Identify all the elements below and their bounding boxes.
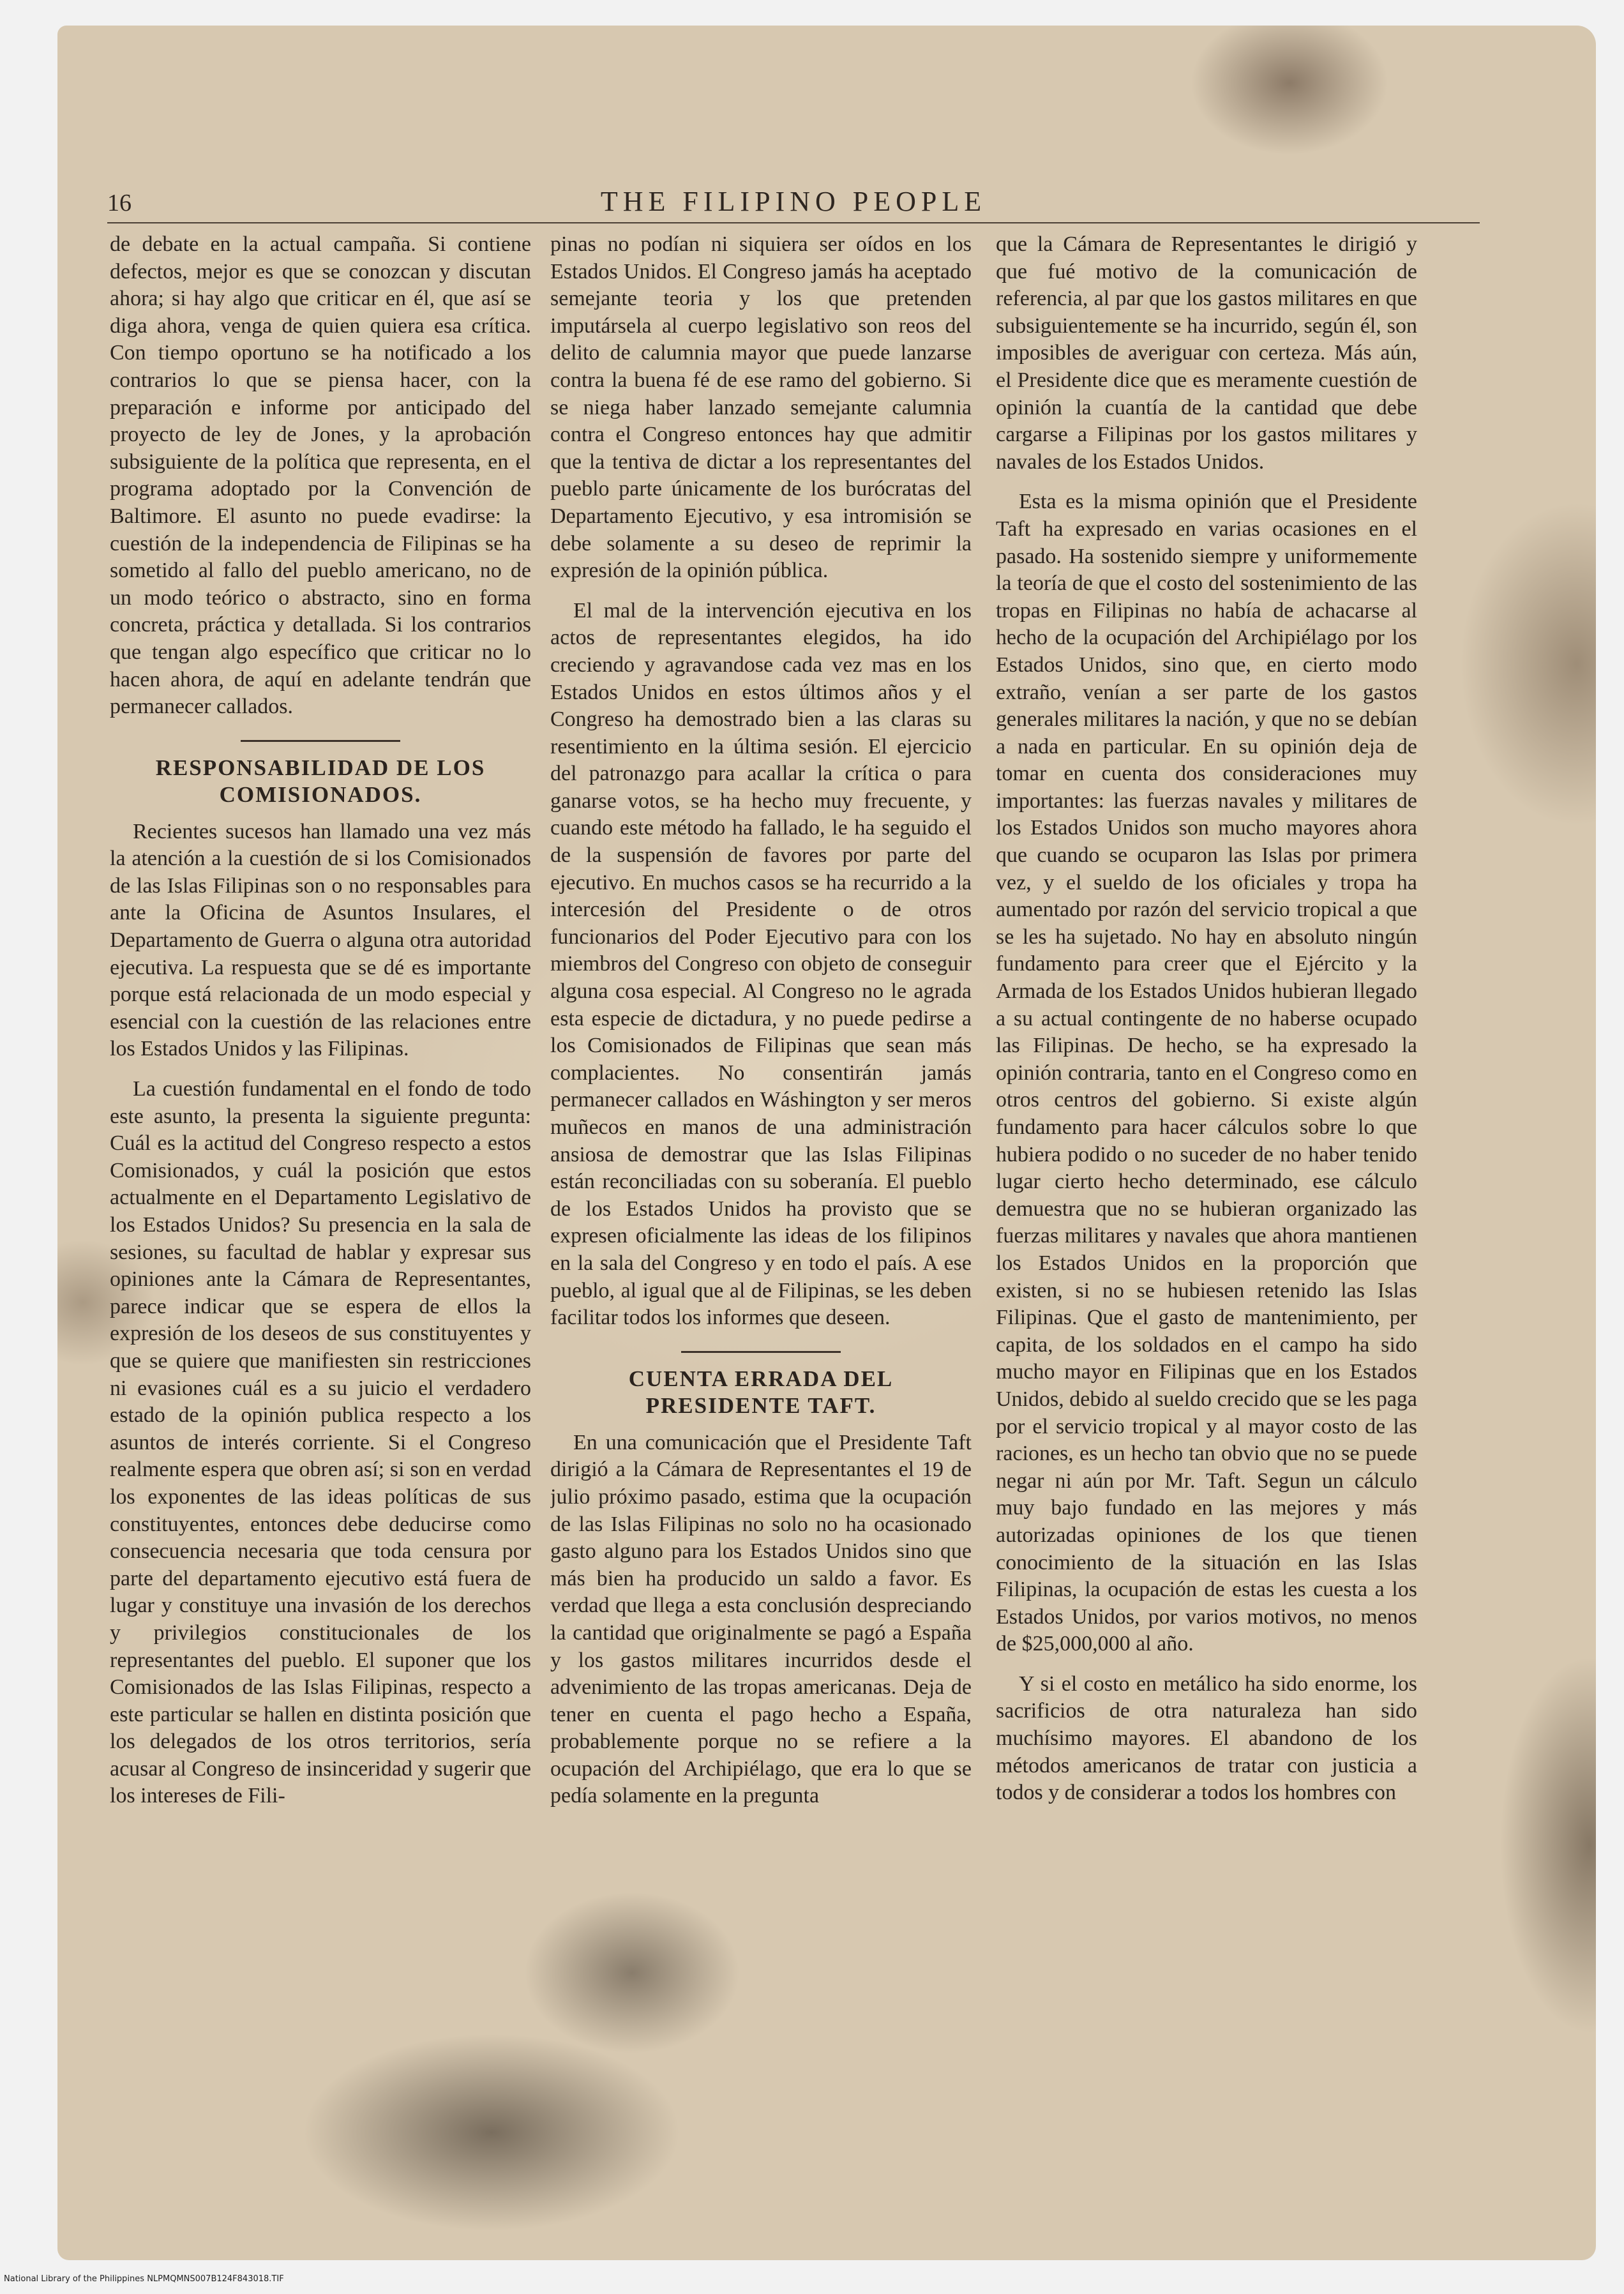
column-2 [550, 231, 972, 2198]
paragraph: de debate en la actual campaña. Si contiene defectos, mejor es que se conozcan y discutan ahora; si hay algo que criticar en él, que así se diga ahora, venga de quien quiera esa crítica. Con tiempo oportuno se ha notificado a los contrarios lo que se piensa hacer, con la preparación e informe por anticipado del proyecto de ley de Jones, y la aprobación subsiguiente de la política que representa, en el programa adoptado por la Convención de Baltimore. El asunto no puede evadirse: la cuestión de la independencia de Filipinas se ha sometido al fallo del pueblo americano, no de un modo teórico o abstracto, sino en forma concreta, práctica y detallada. Si los contrarios que tengan algo específico que criticar no lo hacen ahora, de aquí en adelante tendrán que permanecer callados. [110, 232, 531, 719]
section-divider [681, 1351, 841, 1353]
paragraph: La cuestión fundamental en el fondo de todo este asunto, la presenta la siguiente pregunta: Cuál es la actitud del Congreso respecto a estos Comisionados, y cuál la posición que estos actualmente en el Departamento Legislativo de los Estados Unidos? Su presencia en la sala de sesiones, su facultad de hablar y expresar sus opiniones ante la Cámara de Representantes, parece indicar que se espera de ellos la expresión de los deseos de sus constituyentes y que se quiere que manifiesten sin restricciones ni evasiones cuál es a su juicio el verdadero estado de la opinión publica respecto a los asuntos de interés corriente. Si el Congreso realmente espera que obren así; si son en verdad los exponentes de las ideas políticas de sus constituyentes, entonces debe deducirse como consecuencia necesaria que toda censura por parte del departamento ejecutivo está fuera de lugar y constituye una invasión de los derechos y privilegios constitucionales de los representantes del pueblo. El suponer que los Comisionados de las Islas Filipinas, respecto a este particular se hallen en distinta posición que los delegados de los otros territorios, sería acusar al Congreso de insinceridad y sugerir que los intereses de Fili- [110, 1077, 531, 1808]
page-header [107, 185, 1480, 223]
section-divider [241, 740, 400, 742]
archive-footer-note: National Library of the Philippines NLPMQMNS007B124F843018.TIF [4, 2274, 284, 2284]
headline-cuenta-errada: CUENTA ERRADA DEL PRESIDENTE TAFT. [628, 1366, 894, 1418]
masthead-title: THE FILIPINO PEOPLE [600, 186, 987, 217]
header-rule [107, 222, 1480, 223]
paragraph: El mal de la intervención ejecutiva en los actos de representantes elegidos, ha ido creciendo y agravandose cada vez mas en los Estados Unidos en estos últimos años y el Congreso ha demostrado bien a las claras su resentimiento en la última sesión. El ejercicio del patronazgo para acallar la crítica o para ganarse votos, se ha hecho muy frecuente, y cuando este método ha fallado, le ha seguido el de la suspensión de favores por parte del ejecutivo. En muchos casos se ha recurrido a la intercesión del Presidente o de otros funcionarios del Poder Ejecutivo para con los miembros del Congreso con objeto de conseguir alguna cosa especial. Al Congreso no le agrada esta especie de dictadura, y no puede pedirse a los Comisionados de Filipinas que sean más complacientes. No consentirán jamás permanecer callados en Wáshington y ser meros muñecos en manos de una administración ansiosa de demostrar que las Islas Filipinas están reconciliadas con su soberanía. El pueblo de los Estados Unidos ha provisto que se expresen oficialmente las ideas de los filipinos en la sala del Congreso y en todo el país. A ese pueblo, al igual que al de Filipinas, se les deben facilitar todos los informes que deseen. [550, 598, 972, 1330]
column-1 [110, 231, 531, 2198]
page-number: 16 [107, 190, 132, 216]
paragraph: En una comunicación que el Presidente Taft dirigió a la Cámara de Representantes el 19 de julio próximo pasado, estima que la ocupación de las Islas Filipinas no solo no ha ocasionado gasto alguno para los Estados Unidos sino que más bien ha producido un saldo a favor. Es verdad que llega a esta conclusión despreciando la cantidad que originalmente se pagó a España y los gastos militares incurridos desde el advenimiento de las tropas americanas. Deja de tener en cuenta el pago hecho a España, probablemente porque no se refiere a la ocupación del Archipiélago, que era lo que se pedía solamente en la pregunta [550, 1430, 972, 1808]
paragraph: Esta es la misma opinión que el Presidente Taft ha expresado en varias ocasiones en el pasado. Ha sostenido siempre y uniformemente la teoría de que el costo del sostenimiento de las tropas en Filipinas no había de achacarse al hecho de la ocupación del Archipiélago por los Estados Unidos, sino que, en cierto modo extraño, venían a ser parte de los gastos generales militares la nación, y que no se debían a nada en particular. En su opinión deja de tomar en cuenta dos consideraciones muy importantes: las fuerzas navales y militares de los Estados Unidos son mucho mayores ahora que cuando se ocuparon las Islas por primera vez, y el sueldo de los oficiales y tropa ha aumentado por razón del servicio tropical a que se les ha sujetado. No hay en absoluto ningún fundamento para creer que el Ejército y la Armada de los Estados Unidos hubieran llegado a su actual contingente de no haberse ocupado las Filipinas. De hecho, se ha expresado la opinión contraria, tanto en el Congreso como en otros centros del gobierno. Si existe algún fundamento para hacer cálculos sobre lo que hubiera podido o no suceder de no haber tenido lugar cierto hecho determinado, ese cálculo demuestra que no se hubieran organizado las fuerzas militares y navales que ahora mantienen los Estados Unidos en la proporción que existen, si no se hubiesen retenido las Islas Filipinas. Que el gasto de mantenimiento, per capita, de los soldados en el campo ha sido mucho mayor en Filipinas que en los Estados Unidos, debido al sueldo crecido que se les paga por el servicio tropical y al mayor costo de las raciones, es un hecho tan obvio que no se puede negar ni aún por Mr. Taft. Segun un cálculo muy bajo fundado en las mejores y más autorizadas opiniones de los que tienen conocimiento de la situación en las Islas Filipinas, la ocupación de estas les cuesta a los Estados Unidos, por varios motivos, no menos de $25,000,000 al año. [996, 490, 1417, 1656]
paragraph: Y si el costo en metálico ha sido enorme, los sacrificios de otra naturaleza han sido muchísimo mayores. El abandono de los métodos americanos de tratar con justicia a todos y de considerar a todos los hombres con [996, 1671, 1417, 1805]
column-3 [996, 231, 1417, 2198]
paragraph: pinas no podían ni siquiera ser oídos en los Estados Unidos. El Congreso jamás ha aceptado semejante teoria y los que pretenden imputársela al cuerpo legislativo son reos del delito de calumnia mayor que puede lanzarse contra la buena fé de ese ramo del gobierno. Si se niega haber lanzado semejante calumnia contra el Congreso entonces hay que admitir que la tentiva de dictar a los representantes del pueblo parte únicamente de los burócratas del Departamento Ejecutivo, y esa intromisión se debe solamente a su deseo de reprimir la expresión de la opinión pública. [550, 232, 972, 583]
headline-responsabilidad: RESPONSABILIDAD DE LOS COMISIONADOS. [155, 755, 486, 807]
paragraph: que la Cámara de Representantes le dirigió y que fué motivo de la comunicación de referencia, al par que los gastos militares en que subsiguientemente se ha incurrido, según él, son imposibles de averiguar con certeza. Más aún, el Presidente dice que es meramente cuestión de opinión la cuantía de la cantidad que debe cargarse a Filipinas por los gastos militares y navales de los Estados Unidos. [996, 232, 1417, 474]
paragraph: Recientes sucesos han llamado una vez más la atención a la cuestión de si los Comisionados de las Islas Filipinas son o no responsables para ante la Oficina de Asuntos Insulares, el Departamento de Guerra o alguna otra autoridad ejecutiva. La respuesta que se dé es importante porque está relacionada de un modo especial y esencial con la cuestión de las relaciones entre los Estados Unidos y las Filipinas. [110, 819, 531, 1061]
